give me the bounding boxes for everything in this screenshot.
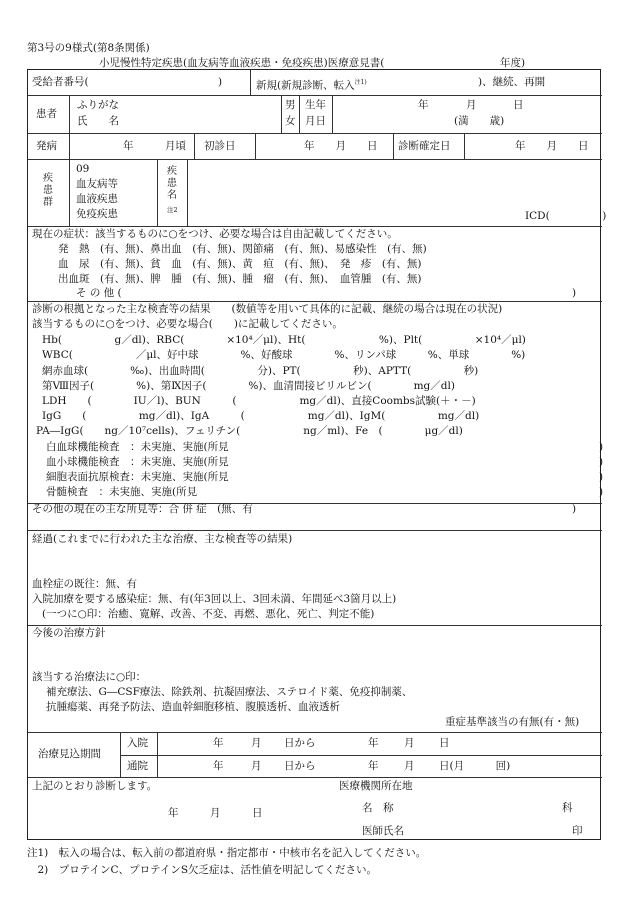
therapy-line-1: 補充療法、G―CSF療法、除鉄剤、抗凝固療法、ステロイド薬、免疫抑制薬、 (46, 686, 413, 698)
symptom-other: そ の 他 ( (76, 287, 122, 299)
course-heading: 経過(これまでに行われた主な治療、主な検査等の結果) (32, 533, 293, 545)
exam-surface-antigen-close: ) (599, 471, 604, 483)
fiscal-year-label: 年度) (500, 57, 526, 69)
disease-name-note: 注2 (167, 206, 178, 214)
name-label: 氏 名 (77, 115, 119, 127)
patient-age: (満 歳) (454, 115, 505, 127)
recipient-number-close: ) (218, 76, 223, 88)
onset-date: 年 月頃 (123, 140, 186, 152)
institution-name-label: 名 称 (362, 802, 394, 814)
status-continue: )、継続、再開 (478, 76, 546, 88)
department-label: 科 (562, 802, 573, 814)
patient-label: 患者 (36, 108, 57, 120)
other-findings: その他の現在の主な所見等：合 併 症 (無、有 (32, 503, 253, 515)
exam-wbc-function-close: ) (599, 441, 604, 453)
first-visit-label: 初診日 (204, 140, 236, 152)
disease-group-label: 疾 患 群 (43, 173, 53, 208)
test-line-4: 第Ⅷ因子( %)、第Ⅸ因子( %)、血清間接ビリルビン( mg／dl) (42, 380, 455, 392)
sex-male[interactable]: 男 (285, 99, 296, 111)
seal-label: 印 (572, 825, 583, 837)
symptom-line-3: 出血斑 (有、無)、脾 腫 (有、無)、腫 瘤 (有、無)、 血管腫 (有、無) (58, 273, 422, 285)
test-line-7: PA―IgG( ng／10⁷cells)、フェリチン( ng／ml)、Fe ( μg／dl) (36, 425, 463, 437)
status-note-marker: 注1) (354, 79, 367, 86)
test-line-6: IgG ( mg／dl)、IgA ( mg／dl)、IgM( mg／dl) (42, 410, 480, 422)
disease-group-name-1: 血友病等 (76, 178, 118, 190)
dob-month: 月 (466, 99, 477, 111)
furigana-label: ふりがな (77, 99, 119, 111)
outpatient-end-year: 年 (368, 760, 379, 772)
first-visit-date: 年 月 日 (304, 140, 378, 152)
inpatient-end-year: 年 (368, 737, 379, 749)
dob-year: 年 (418, 99, 429, 111)
recipient-number-label: 受給者番号( (32, 76, 89, 88)
treatment-plan-heading: 今後の治療方針 (32, 627, 106, 639)
test-line-3: 網赤血球( ‰)、出血時間( 分)、PT( 秒)、APTT( 秒) (42, 365, 479, 377)
symptom-other-close: ) (572, 287, 577, 299)
outpatient-from: 日から (284, 760, 316, 772)
test-line-5: LDH ( IU／l)、BUN ( mg／dl)、直接Coombs試験(＋・－) (42, 395, 476, 407)
outpatient-end-month: 月 (404, 760, 415, 772)
footnote-2: 2) プロテインC、プロテインS欠乏症は、活性値を明記してください。 (27, 864, 378, 876)
diagnosis-date-label: 診断確定日 (398, 140, 451, 152)
medical-opinion-form (27, 69, 607, 840)
tests-instruction: 該当するものに○をつけ、必要な場合( )に記載してください。 (32, 318, 343, 330)
institution-address-label: 医療機関所在地 (339, 780, 413, 792)
dob-label-1: 生年 (305, 99, 326, 111)
thrombosis-history: 血栓症の既往：無、有 (32, 578, 137, 590)
form-number: 第3号の9様式(第8条関係) (27, 42, 150, 54)
symptom-line-2: 血 尿 (有、無)、貧 血 (有、無)、黄 疸 (有、無)、 発 疹 (有、無) (58, 258, 422, 270)
inpatient-end-month: 月 (404, 737, 415, 749)
disease-group-code: 09 (76, 163, 90, 175)
outpatient-year: 年 (213, 760, 224, 772)
signature-date: 年 月 日 (168, 807, 263, 819)
therapy-line-2: 抗腫瘍薬、再発予防法、造血幹細胞移植、腹膜透析、血液透析 (46, 701, 340, 713)
icd-code: ICD( ) (525, 210, 607, 222)
inpatient-end-day: 日 (439, 737, 450, 749)
test-line-1: Hb( g／dl)、RBC( ×10⁴／μl)、Ht( %)、Plt( ×10⁴／μl) (42, 334, 526, 346)
symptoms-heading: 現在の症状：該当するものに○をつけ、必要な場合は自由記載してください。 (32, 228, 398, 240)
inpatient-year: 年 (213, 737, 224, 749)
treatment-period-label: 治療見込期間 (38, 748, 101, 760)
inpatient-month: 月 (251, 737, 262, 749)
other-findings-close: ) (572, 503, 577, 515)
inpatient-label: 入院 (127, 737, 148, 749)
diagnosis-date: 年 月 日 (515, 140, 589, 152)
exam-surface-antigen: 細胞表面抗原検査：未実施、実施(所見 (46, 471, 229, 483)
therapy-heading: 該当する治療法に○印： (32, 671, 147, 683)
exam-platelet-function-close: ) (599, 456, 604, 468)
inpatient-from: 日から (284, 737, 316, 749)
course-outcome: (一つに○印：治癒、寛解、改善、不変、再燃、悪化、死亡、判定不能) (42, 608, 375, 620)
exam-bone-marrow-close: ) (599, 486, 604, 498)
exam-bone-marrow: 骨髄検査 ：未実施、実施(所見 (46, 486, 198, 498)
disease-name-label: 疾 患 名 (167, 166, 177, 201)
doctor-name-label: 医師氏名 (362, 825, 404, 837)
dob-label-2: 月日 (305, 115, 326, 127)
severity-criteria: 重症基準該当の有無(有・無) (445, 716, 580, 728)
disease-group-name-3: 免疫疾患 (76, 208, 118, 220)
onset-label: 発病 (36, 140, 57, 152)
tests-heading: 診断の根拠となった主な検査等の結果 (数値等を用いて具体的に記載、継続の場合は現在の状況) (32, 303, 503, 315)
symptom-line-1: 発 熱 (有、無)、鼻出血 (有、無)、関節痛 (有、無)、易感染性 (有、無) (58, 243, 427, 255)
sex-female[interactable]: 女 (285, 115, 296, 127)
outpatient-end-day-times: 日(月 回) (439, 760, 511, 772)
footnote-1: 注1) 転入の場合は、転入前の都道府県・指定都市・中核市名を記入してください。 (27, 847, 427, 859)
infection-history: 入院加療を要する感染症：無、有(年3回以上、3回未満、年間延べ3箇月以上) (32, 593, 397, 605)
outpatient-month: 月 (251, 760, 262, 772)
exam-platelet-function: 血小球機能検査 ：未実施、実施(所見 (46, 456, 229, 468)
status-new: 新規(新規診断、転入 (256, 79, 355, 92)
application-status (256, 76, 367, 93)
diagnosis-statement: 上記のとおり診断します。 (32, 780, 158, 792)
form-title: 小児慢性特定疾患(血友病等血液疾患・免疫疾患)医療意見書( (99, 57, 385, 69)
outpatient-label: 通院 (127, 760, 148, 772)
test-line-2: WBC( ／μl、好中球 %、好酸球 %、リンパ球 %、単球 %) (42, 349, 526, 361)
disease-group-name-2: 血液疾患 (76, 193, 118, 205)
dob-day: 日 (513, 99, 524, 111)
exam-wbc-function: 白血球機能検査 ：未実施、実施(所見 (46, 441, 229, 453)
